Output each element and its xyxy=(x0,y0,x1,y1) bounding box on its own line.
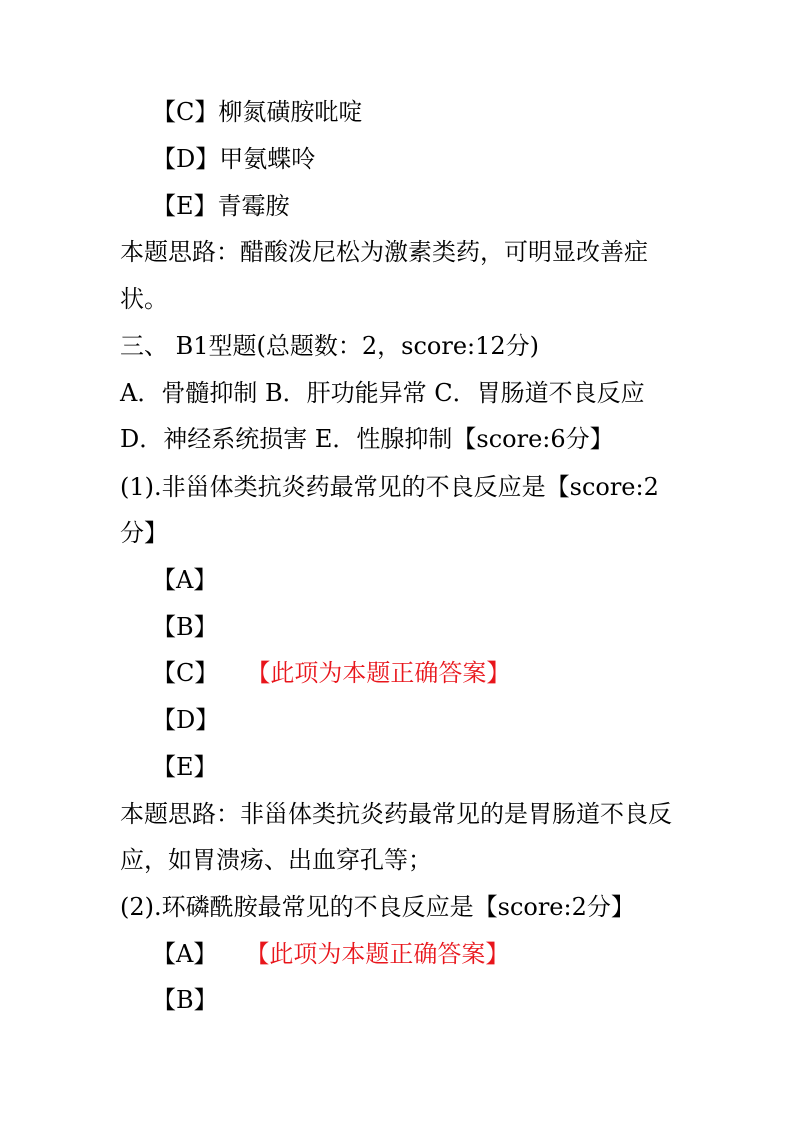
section-heading: 三、 B1型题(总题数：2，score:12分) xyxy=(120,332,540,360)
option-b: 【B】 xyxy=(152,986,218,1014)
option-a xyxy=(152,939,509,969)
correct-answer-mark: 【此项为本题正确答案】 xyxy=(258,659,511,687)
option-d xyxy=(152,144,315,174)
correct-answer-mark: 【此项为本题正确答案】 xyxy=(257,940,510,968)
option-d: 【D】 xyxy=(152,706,220,734)
option-c xyxy=(152,658,510,688)
option-e xyxy=(152,191,290,221)
explanation-text: 本题思路：非甾体类抗炎药最常见的是胃肠道不良反 xyxy=(120,800,672,828)
question-stem: (1).非甾体类抗炎药最常见的不良反应是【score:2 xyxy=(120,473,659,501)
option-letter: 【E】 xyxy=(152,192,218,220)
explanation-text: 本题思路：醋酸泼尼松为激素类药，可明显改善症 xyxy=(120,238,648,266)
explanation-text-cont: 应，如胃溃疡、出血穿孔等； xyxy=(120,846,432,874)
option-letter: 【D】 xyxy=(152,145,220,173)
question-stem-cont: 分】 xyxy=(120,519,168,547)
option-text: 青霉胺 xyxy=(217,192,290,220)
shared-options-line: D．神经系统损害 E．性腺抑制【score:6分】 xyxy=(120,425,614,453)
question-stem: (2).环磷酰胺最常见的不良反应是【score:2分】 xyxy=(120,893,635,921)
option-b: 【B】 xyxy=(152,613,218,641)
option-e: 【E】 xyxy=(152,753,218,781)
explanation-text-cont: 状。 xyxy=(120,285,168,313)
option-c xyxy=(152,97,362,127)
option-a: 【A】 xyxy=(152,566,218,594)
shared-options-line: A．骨髓抑制 B．肝功能异常 C．胃肠道不良反应 xyxy=(120,379,645,407)
option-text: 柳氮磺胺吡啶 xyxy=(218,98,363,126)
option-text: 甲氨蝶呤 xyxy=(219,145,316,173)
option-letter: 【C】 xyxy=(152,659,219,687)
option-letter: 【A】 xyxy=(152,940,218,968)
option-letter: 【C】 xyxy=(152,98,219,126)
